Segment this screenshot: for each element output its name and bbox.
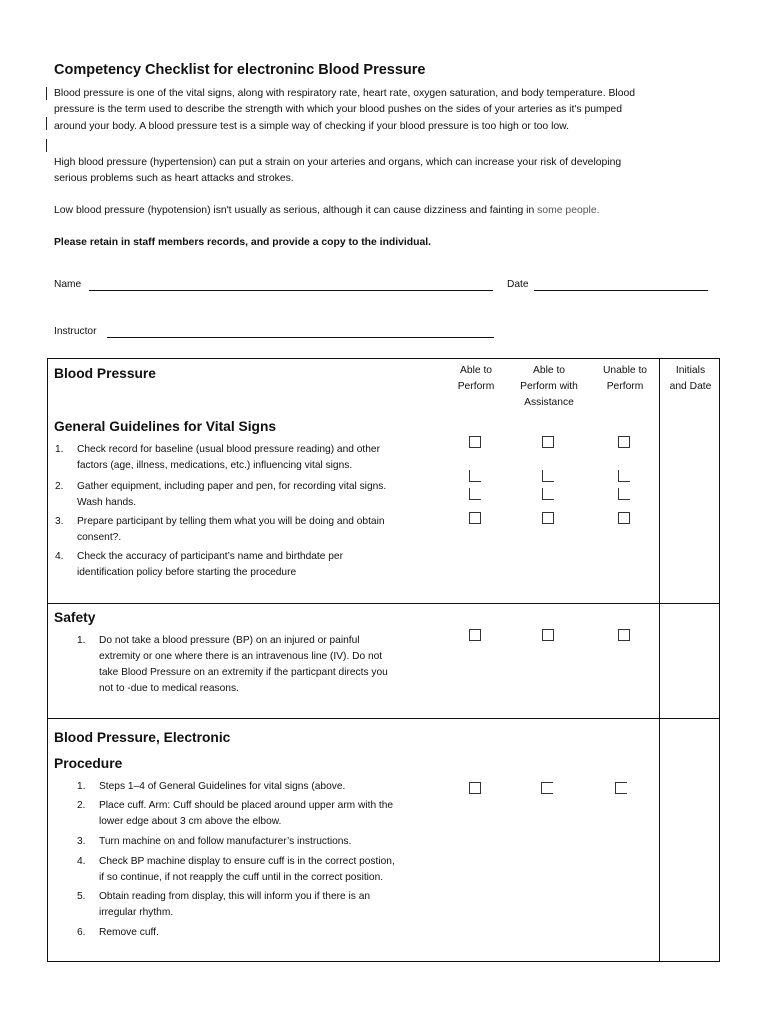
checkbox-assistance[interactable]	[542, 470, 554, 482]
column-header-assistance: Able to Perform with Assistance	[520, 365, 578, 408]
checkbox-assistance[interactable]	[541, 782, 553, 794]
checkbox-assistance[interactable]	[542, 436, 554, 448]
column-header-unable: Unable to Perform	[602, 365, 648, 392]
instructor-field[interactable]	[107, 337, 494, 338]
section-title-electronic: Blood Pressure, Electronic	[54, 730, 231, 745]
date-field[interactable]	[534, 290, 708, 291]
checkbox-assistance[interactable]	[542, 512, 554, 524]
checkbox-able[interactable]	[469, 470, 481, 482]
row-divider	[48, 718, 719, 719]
checkbox-able[interactable]	[469, 436, 481, 448]
date-label: Date	[507, 279, 529, 290]
column-divider	[659, 359, 660, 961]
instructor-label: Instructor	[54, 326, 97, 337]
checkbox-able[interactable]	[469, 488, 481, 500]
intro-line: serious problems such as heart attacks and strokes.	[54, 173, 294, 185]
intro-text: Low blood pressure (hypotension) isn't usually as serious, although it can cause dizziness and fainting in	[54, 205, 538, 216]
checkbox-unable[interactable]	[615, 782, 627, 794]
intro-paragraph-3	[54, 203, 714, 219]
retain-instruction: Please retain in staff members records, and provide a copy to the individual.	[54, 237, 432, 248]
name-label: Name	[54, 279, 82, 290]
text-cursor-mark	[46, 139, 47, 152]
section-subtitle-guidelines: General Guidelines for Vital Signs	[54, 419, 277, 434]
checkbox-able[interactable]	[469, 629, 481, 641]
checkbox-unable[interactable]	[618, 470, 630, 482]
checkbox-unable[interactable]	[618, 512, 630, 524]
checkbox-assistance[interactable]	[542, 488, 554, 500]
checklist-table: Able to Perform Able to Perform with Assistance Unable to Perform Initials and Date Blood Pressure General Guidelines for Vital Signs 1. Check record for baseline (usual blood pressure reading) and other factors (age, illness, medications, etc.) influencing vital signs. 2. Gather equipment, including paper and pen, for recording vital signs. Wash hands. 3. Prepare participant by telling them what you will be doing and obtain consent?. 4. Check the accuracy of participant’s name and birthdate per identification policy before starting the procedure Safety 1. Do not take a blood pressure (BP) on an injured or painful extremity or one where there is an intravenous line (IV). Do not take Blood Pressure on an extremity if the particpant directs you not to -due to medical reasons. Blood Pressure, Electronic Procedure 1. Steps 1–4 of General Guidelines for vital signs (above. 2. Place cuff. Arm: Cuff should be placed around upper arm with the lower edge about 3 cm above the elbow. 3. Turn machine on and follow manufacturer’s instructions. 4. Check BP machine display to ensure cuff is in the correct postion, if so continue, if not reapply the cuff until in the correct position. 5. Obtain reading from display, this will inform you if there is an irregular rhythm. 6. Remove cuff.	[47, 358, 720, 962]
column-header-initials: Initials and Date	[669, 365, 712, 392]
intro-text-muted: some people.	[537, 205, 600, 216]
checkbox-able[interactable]	[469, 512, 481, 524]
text-cursor-mark	[46, 87, 47, 100]
section-subtitle-procedure: Procedure	[54, 756, 123, 771]
checkbox-unable[interactable]	[618, 488, 630, 500]
intro-line: High blood pressure (hypertension) can put a strain on your arteries and organs, which can increase your risk of developing	[54, 157, 622, 168]
name-field[interactable]	[89, 290, 493, 291]
intro-paragraph-2	[54, 155, 714, 188]
intro-line: pressure is the term used to describe the strength with which your blood pushes on the sides of your arteries as it's pumped	[54, 104, 622, 116]
intro-paragraph-1	[54, 86, 714, 135]
section-title-safety: Safety	[54, 610, 96, 625]
intro-line: Blood pressure is one of the vital signs, along with respiratory rate, heart rate, oxygen saturation, and body temperature. Blood	[54, 88, 636, 99]
checkbox-unable[interactable]	[618, 629, 630, 641]
intro-line: around your body. A blood pressure test is a simple way of checking if your blood pressure is too high or too low.	[54, 120, 570, 132]
row-divider	[48, 603, 719, 604]
checkbox-able[interactable]	[469, 782, 481, 794]
column-header-able: Able to Perform	[457, 365, 495, 392]
checkbox-assistance[interactable]	[542, 629, 554, 641]
text-cursor-mark	[46, 117, 47, 130]
document-title: Competency Checklist for electroninc Blood Pressure	[54, 62, 426, 78]
section-title-blood-pressure: Blood Pressure	[54, 366, 156, 381]
checkbox-unable[interactable]	[618, 436, 630, 448]
